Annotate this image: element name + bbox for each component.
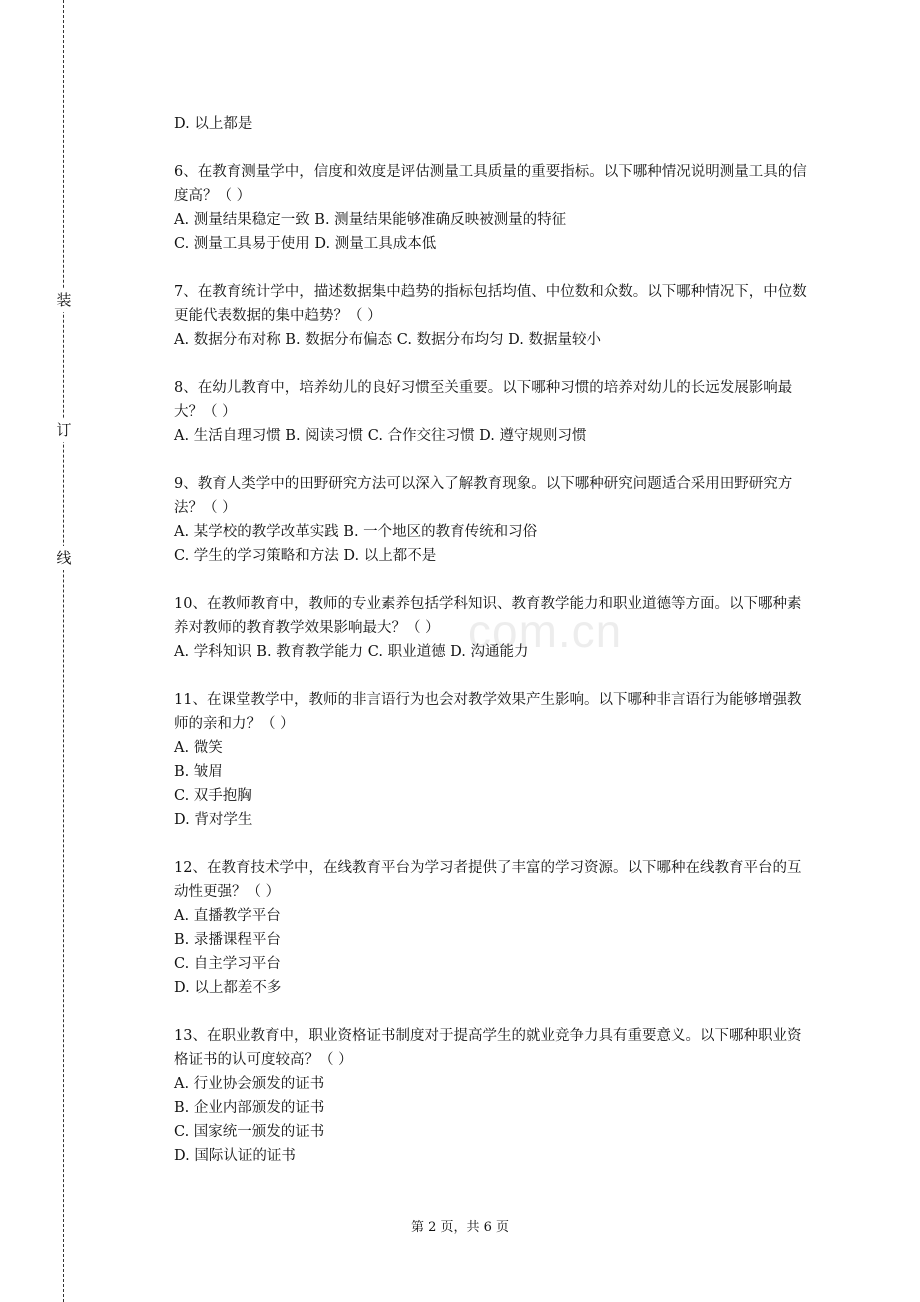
question-text: 9、教育人类学中的田野研究方法可以深入了解教育现象。以下哪种研究问题适合采用田野研究方法？（ ） [174,476,793,516]
option-line: A. 生活自理习惯 B. 阅读习惯 C. 合作交往习惯 D. 遵守规则习惯 [174,428,587,444]
option-line: D. 背对学生 [174,812,253,828]
binding-char-zhuang: 装 [55,288,73,312]
question-text: 7、在教育统计学中，描述数据集中趋势的指标包括均值、中位数和众数。以下哪种情况下，中位数更能代表数据的集中趋势？（ ） [174,284,807,324]
option-line: C. 学生的学习策略和方法 D. 以上都不是 [174,548,437,564]
option-line: A. 学科知识 B. 教育教学能力 C. 职业道德 D. 沟通能力 [174,644,529,660]
question-text: 11、在课堂教学中，教师的非言语行为也会对教学效果产生影响。以下哪种非言语行为能够增强教师的亲和力？（ ） [174,692,802,732]
lead-option: D. 以上都是 [174,116,253,132]
option-line: B. 企业内部颁发的证书 [174,1100,325,1116]
question-block [174,856,814,1000]
option-line: D. 以上都差不多 [174,980,282,996]
question-block [174,280,814,352]
question-block [174,472,814,568]
question-text: 13、在职业教育中，职业资格证书制度对于提高学生的就业竞争力具有重要意义。以下哪种职业资格证书的认可度较高？（ ） [174,1028,802,1068]
question-block [174,688,814,832]
option-line: A. 行业协会颁发的证书 [174,1076,325,1092]
watermark: com.cn [468,605,623,657]
option-line: D. 国际认证的证书 [174,1148,296,1164]
option-line: A. 微笑 [174,740,223,756]
question-list [174,112,814,1168]
question-block [174,160,814,256]
page-footer: 第 2 页，共 6 页 [410,1220,510,1235]
option-line: A. 数据分布对称 B. 数据分布偏态 C. 数据分布均匀 D. 数据量较小 [174,332,602,348]
option-line: C. 双手抱胸 [174,788,252,804]
option-line: A. 直播教学平台 [174,908,281,924]
option-line: A. 测量结果稳定一致 B. 测量结果能够准确反映被测量的特征 [174,212,567,228]
question-text: 10、在教师教育中，教师的专业素养包括学科知识、教育教学能力和职业道德等方面。以下哪种素养对教师的教育教学效果影响最大？（ ） [174,596,802,636]
binding-char-xian: 线 [55,546,73,570]
option-line: C. 国家统一颁发的证书 [174,1124,325,1140]
option-line: B. 录播课程平台 [174,932,281,948]
option-line: B. 皱眉 [174,764,223,780]
binding-dashed-line [63,0,64,1302]
option-line: A. 某学校的教学改革实践 B. 一个地区的教育传统和习俗 [174,524,538,540]
question-block [174,592,814,664]
question-text: 12、在教育技术学中，在线教育平台为学习者提供了丰富的学习资源。以下哪种在线教育平台的互动性更强？（ ） [174,860,802,900]
question-block [174,1024,814,1168]
question-text: 8、在幼儿教育中，培养幼儿的良好习惯至关重要。以下哪种习惯的培养对幼儿的长远发展影响最大？（ ） [174,380,793,420]
binding-char-ding: 订 [55,418,73,442]
question-block [174,376,814,448]
option-line: C. 自主学习平台 [174,956,281,972]
option-line: C. 测量工具易于使用 D. 测量工具成本低 [174,236,437,252]
question-text: 6、在教育测量学中，信度和效度是评估测量工具质量的重要指标。以下哪种情况说明测量工具的信度高？（ ） [174,164,807,204]
